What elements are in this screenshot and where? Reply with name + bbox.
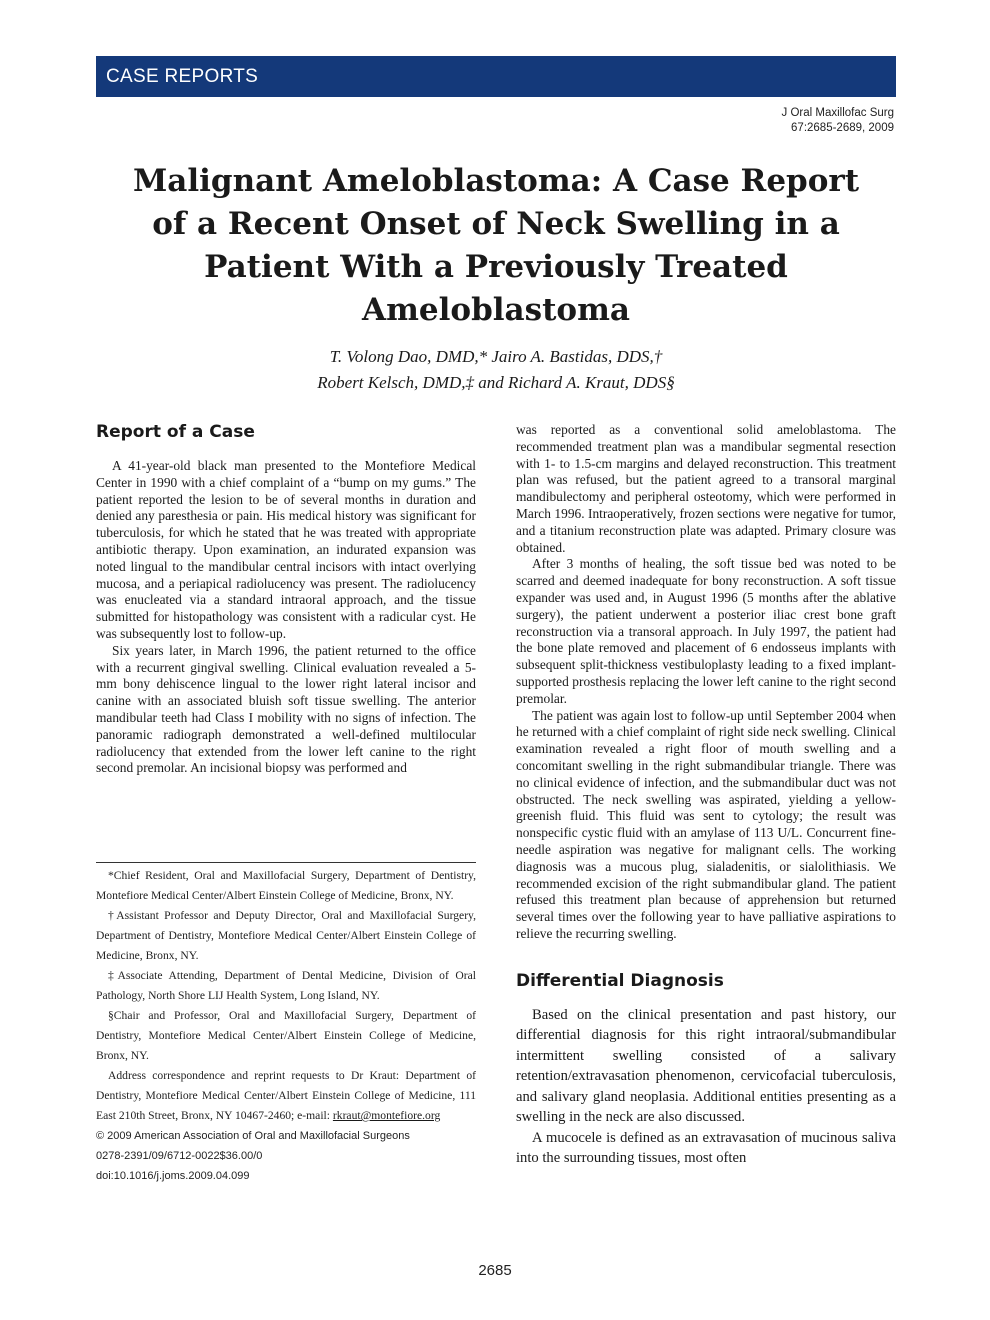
- body-paragraph: A 41-year-old black man presented to the Montefiore Medical Center in 1990 with a chief complaint of a “bump on my gums.” The patient reported the lesion to be of several months in duration and denied any paresthesia or pain. His medical history was significant for tuberculosis, for which he stated that he was treated with appropriate antibiotic therapy. Upon examination, an indurated expansion was noted lingual to the mandibular central incisors with intact overlying mucosa, and a periapical radiolucency was present. The radiolucency was enucleated via a standard intraoral approach, and the tissue submitted for histopathology was consistent with a radicular cyst. He was subsequently lost to follow-up.: [96, 458, 476, 641]
- issn-line: 0278-2391/09/6712-0022$36.00/0: [96, 1150, 263, 1162]
- copyright-line: © 2009 American Association of Oral and Maxillofacial Surgeons: [96, 1130, 410, 1142]
- page-number: 2685: [478, 1262, 512, 1279]
- section-banner: CASE REPORTS: [96, 56, 896, 97]
- body-paragraph: The patient was again lost to follow-up until September 2004 when he returned with a chief complaint of right side neck swelling. Clinical examination revealed a right floor of mouth swelling and a concomitant swelling in the right submandibular triangle. There was no clinical evidence of infection, and the submandibular duct was not obstructed. The neck swelling was aspirated, yielding a yellow-greenish fluid. This fluid was sent to cytology; the result was nonspecific cystic fluid with an amylase of 113 U/L. Concurrent fine-needle aspiration was negative for malignant cells. The working diagnosis was a mucous plug, sialadenitis, or sialolithiasis. We recommended excision of the right submandibular gland. The patient refused this treatment plan because of apprehension but returned several times over the following year to have palliative aspirations to relieve the recurring swelling.: [516, 707, 896, 941]
- section-heading-report: Report of a Case: [96, 422, 255, 442]
- left-column: [96, 420, 476, 777]
- footnote-affiliation: ‡Associate Attending, Department of Dental Medicine, Division of Oral Pathology, North Shore LIJ Health System, Long Island, NY.: [96, 969, 476, 1002]
- body-paragraph: was reported as a conventional solid ameloblastoma. The recommended treatment plan was a mandibular segmental resection with 1- to 1.5-cm margins and delayed reconstruction. This treatment plan was refused, but the patient agreed to a transoral marginal mandibulectomy and peripheral osteotomy, which were performed in March 1996. Intraoperatively, frozen sections were negative for tumor, and a titanium reconstruction plate was adapted. Primary closure was obtained.: [516, 422, 896, 555]
- footnotes: [96, 866, 476, 1186]
- author-list: [120, 344, 872, 396]
- body-paragraph: Based on the clinical presentation and past history, our differential diagnosis for this right intraoral/submandibular intermittent swelling consisted of a salivary retention/extravasation phenomenon, cervicofacial tuberculosis, and salivary gland neoplasia. Additional entities presenting as a swelling in the neck are also discussed.: [516, 1006, 896, 1126]
- footnote-correspondence: [96, 1066, 476, 1126]
- email-link[interactable]: rkraut@montefiore.org: [332, 1109, 441, 1122]
- journal-volume: 67:2685-2689, 2009: [791, 122, 894, 134]
- body-paragraph: A mucocele is defined as an extravasation of mucinous saliva into the surrounding tissues, most often: [516, 1129, 896, 1167]
- body-paragraph: After 3 months of healing, the soft tissue bed was noted to be scarred and deemed inadequate for bony reconstruction. A soft tissue expander was used and, in August 1996 (5 months after the ablative surgery), the patient underwent a posterior iliac crest bone graft reconstruction via a transoral approach. In July 1997, the patient had the bone plate removed and placement of 6 endosseus implants with subsequent split-thickness vestibuloplasty leading to a fixed implant-supported prosthesis replacing the lower left canine to the right second premolar.: [516, 556, 896, 706]
- correspondence-text: Address correspondence and reprint requests to Dr Kraut: Department of Dentistry, Montefiore Medical Center/Albert Einstein College of Medicine, 111 East 210th Street, Bronx, NY 10467-2460; e-mail:: [96, 1069, 476, 1122]
- right-column: [516, 422, 896, 1169]
- body-paragraph: Six years later, in March 1996, the patient returned to the office with a recurrent gingival swelling. Clinical evaluation revealed a 5-mm bony dehiscence lingual to the lower right lateral incisor and canine with an associated bluish soft tissue swelling. The anterior mandibular teeth had Class I mobility with no signs of infection. The panoramic radiograph demonstrated a well-defined multilocular radiolucency that extended from the lower left canine to the right second premolar. An incisional biopsy was performed and: [96, 642, 476, 776]
- journal-name: J Oral Maxillofac Surg: [781, 107, 894, 119]
- journal-citation: [782, 106, 894, 136]
- footnote-divider: [96, 862, 476, 863]
- footnote-affiliation: *Chief Resident, Oral and Maxillofacial Surgery, Department of Dentistry, Montefiore Medical Center/Albert Einstein College of Medicine, Bronx, NY.: [96, 869, 476, 902]
- footnote-affiliation: §Chair and Professor, Oral and Maxillofacial Surgery, Department of Dentistry, Montefiore Medical Center/Albert Einstein College of Medicine, Bronx, NY.: [96, 1009, 476, 1062]
- section-heading-differential: Differential Diagnosis: [516, 970, 724, 991]
- article-title: Malignant Ameloblastoma: A Case Report of a Recent Onset of Neck Swelling in a Patient With a Previously Treated Ameloblastoma: [132, 163, 860, 328]
- footnote-affiliation: †Assistant Professor and Deputy Director, Oral and Maxillofacial Surgery, Department of Dentistry, Montefiore Medical Center/Albert Einstein College of Medicine, Bronx, NY.: [96, 909, 476, 962]
- authors-line-1: T. Volong Dao, DMD,* Jairo A. Bastidas, DDS,†: [329, 347, 663, 366]
- authors-line-2: Robert Kelsch, DMD,‡ and Richard A. Kraut, DDS§: [317, 373, 675, 392]
- doi-line: doi:10.1016/j.joms.2009.04.099: [96, 1170, 250, 1182]
